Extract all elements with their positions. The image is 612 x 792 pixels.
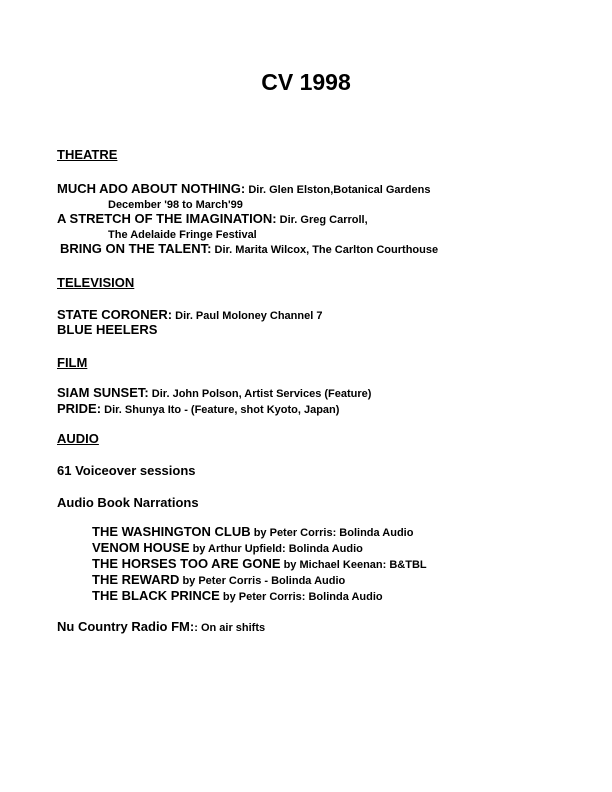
credit-title: BLUE HEELERS bbox=[57, 322, 158, 337]
credit-separator: : bbox=[167, 307, 173, 322]
credit-separator: : bbox=[144, 385, 149, 400]
book-detail: by Michael Keenan: B&TBL bbox=[280, 559, 427, 571]
book-title: THE WASHINGTON CLUB bbox=[92, 524, 251, 539]
credit-detail: The Adelaide Fringe Festival bbox=[108, 229, 257, 241]
credit-detail: Dir. Shunya Ito - (Feature, shot Kyoto, Japan) bbox=[101, 404, 340, 416]
radio-title: Nu Country Radio FM: bbox=[57, 619, 195, 634]
credit-title: STATE CORONER bbox=[57, 307, 168, 322]
audiobook-line bbox=[92, 540, 363, 557]
audiobook-line bbox=[92, 524, 413, 541]
credit-line bbox=[57, 401, 339, 418]
radio-detail: : On air shifts bbox=[194, 622, 266, 634]
section-heading-television: TELEVISION bbox=[57, 275, 135, 290]
book-detail: by Arthur Upfield: Bolinda Audio bbox=[189, 543, 363, 555]
book-title: THE BLACK PRINCE bbox=[92, 588, 220, 603]
credit-title: MUCH ADO ABOUT NOTHING bbox=[57, 181, 241, 196]
audiobook-line bbox=[92, 588, 383, 605]
credit-detail: December '98 to March'99 bbox=[108, 199, 243, 211]
credit-line bbox=[60, 241, 438, 258]
audiobook-line bbox=[92, 572, 345, 589]
credit-detail: Dir. Marita Wilcox, The Carlton Courthouse bbox=[211, 244, 439, 256]
audiobook-heading: Audio Book Narrations bbox=[57, 495, 199, 510]
credit-detail: Dir. Paul Moloney Channel 7 bbox=[172, 310, 323, 322]
credit-line bbox=[57, 385, 371, 402]
voiceover-line: 61 Voiceover sessions bbox=[57, 463, 196, 478]
credit-separator: : bbox=[207, 241, 212, 256]
radio-line bbox=[57, 619, 265, 636]
book-detail: by Peter Corris: Bolinda Audio bbox=[219, 591, 383, 603]
credit-title: BRING ON THE TALENT bbox=[60, 241, 208, 256]
credit-title: SIAM SUNSET bbox=[57, 385, 145, 400]
credit-separator: : bbox=[240, 181, 246, 196]
book-detail: by Peter Corris: Bolinda Audio bbox=[250, 527, 414, 539]
credit-line bbox=[57, 322, 157, 338]
book-title: VENOM HOUSE bbox=[92, 540, 190, 555]
book-title: THE HORSES TOO ARE GONE bbox=[92, 556, 281, 571]
audiobook-line bbox=[92, 556, 427, 573]
credit-detail: Dir. Greg Carroll, bbox=[276, 214, 368, 226]
section-heading-audio: AUDIO bbox=[57, 431, 99, 446]
credit-separator: : bbox=[96, 401, 102, 416]
credit-detail: Dir. Glen Elston,Botanical Gardens bbox=[245, 184, 431, 196]
credit-title: PRIDE bbox=[57, 401, 97, 416]
page-title: CV 1998 bbox=[261, 69, 351, 95]
credit-title: A STRETCH OF THE IMAGINATION bbox=[57, 211, 273, 226]
section-heading-film: FILM bbox=[57, 355, 88, 370]
book-title: THE REWARD bbox=[92, 572, 180, 587]
credit-separator: : bbox=[272, 211, 277, 226]
book-detail: by Peter Corris - Bolinda Audio bbox=[179, 575, 346, 587]
section-heading-theatre: THEATRE bbox=[57, 147, 118, 162]
credit-detail: Dir. John Polson, Artist Services (Feature) bbox=[148, 388, 372, 400]
